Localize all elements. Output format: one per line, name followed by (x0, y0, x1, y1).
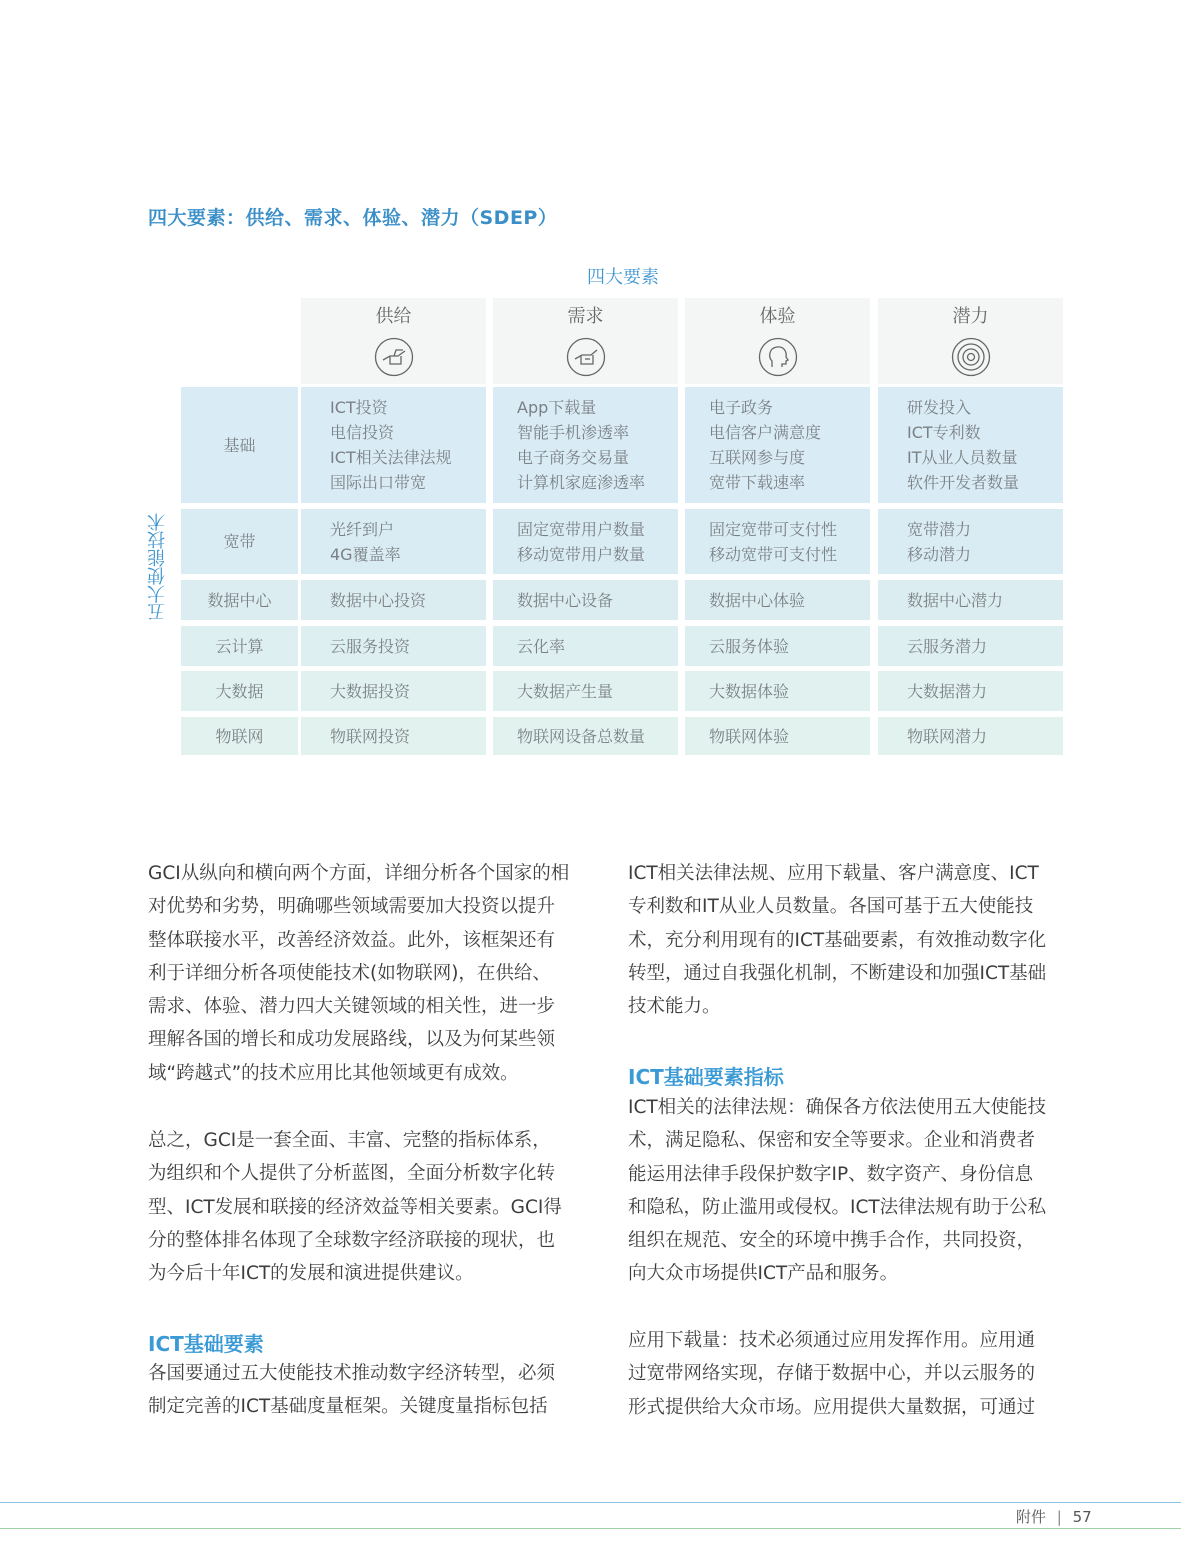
cell-line: App下载量 (517, 398, 597, 417)
row-label-big-data (181, 671, 298, 711)
table-cell (685, 717, 870, 755)
table-cell (685, 626, 870, 666)
table-cell (301, 626, 486, 666)
cell-line: 电信客户满意度 (709, 423, 822, 442)
cell-line: 数据中心体验 (709, 590, 806, 610)
text-line: 专利数和IT从业人员数量。各国可基于五大使能技 (628, 896, 1034, 918)
cell-line: ICT专利数 (907, 423, 981, 442)
supply-icon (374, 337, 414, 377)
text-line: 过宽带网络实现，存储于数据中心，并以云服务的 (628, 1363, 1036, 1385)
cell-line: 移动潜力 (907, 544, 972, 564)
text-line: 对优势和劣势，明确哪些领域需要加大投资以提升 (148, 896, 556, 918)
text-line: 术，充分利用现有的ICT基础要素，有效推动数字化 (628, 929, 1047, 951)
cell-line: 云服务体验 (709, 636, 790, 656)
cell-line: 智能手机渗透率 (517, 423, 630, 442)
row-label-text: 基础 (223, 435, 256, 455)
table-cell (878, 671, 1063, 711)
cell-line: 研发投入 (907, 398, 972, 417)
left-paragraph-2 (148, 1124, 583, 1290)
table-cell (878, 387, 1063, 503)
table-cell (685, 509, 870, 574)
text-line: GCI从纵向和横向两个方面，详细分析各个国家的相 (148, 863, 570, 884)
cell-line: 数据中心设备 (517, 590, 614, 610)
right-paragraph-2 (628, 1091, 1064, 1291)
text-line: 需求、体验、潜力四大关键领域的相关性，进一步 (148, 996, 556, 1018)
table-cell (301, 717, 486, 755)
cell-line: 大数据产生量 (517, 681, 614, 701)
row-label-iot (181, 717, 298, 755)
cell-line: 物联网设备总数量 (517, 726, 646, 746)
footer-rule-blue (0, 1502, 1181, 1503)
cell-line: 软件开发者数量 (907, 473, 1020, 492)
cell-line: 云化率 (517, 636, 566, 656)
cell-line: 物联网投资 (330, 726, 411, 746)
text-line: 各国要通过五大使能技术推动数字经济转型，必须 (148, 1363, 556, 1384)
table-cell (878, 509, 1063, 574)
text-line: 能运用法律手段保护数字IP、数字资产、身份信息 (628, 1163, 1034, 1185)
column-label: 需求 (567, 306, 604, 327)
text-line: 为今后十年ICT的发展和演进提供建议。 (148, 1263, 474, 1285)
text-line: 技术能力。 (628, 996, 721, 1018)
text-line: 应用下载量：技术必须通过应用发挥作用。应用通 (628, 1330, 1036, 1351)
table-cell (301, 509, 486, 574)
column-header-supply (301, 298, 486, 384)
cell-line: 物联网潜力 (907, 726, 988, 746)
text-line: 型、ICT发展和联接的经济效益等相关要素。GCI得 (148, 1196, 562, 1218)
cell-line: 固定宽带可支付性 (709, 519, 838, 539)
table-cell (301, 580, 486, 620)
footer-section: 附件 (1016, 1508, 1047, 1526)
table-cell (493, 509, 678, 574)
table-cell (493, 580, 678, 620)
row-label-broadband (181, 509, 298, 574)
cell-line: 数据中心潜力 (907, 590, 1004, 610)
cell-line: 固定宽带用户数量 (517, 519, 646, 539)
text-line: 为组织和个人提供了分析蓝图，全面分析数字化转 (148, 1163, 556, 1185)
table-cell (878, 626, 1063, 666)
cell-line: 4G覆盖率 (330, 544, 401, 564)
right-paragraph-3 (628, 1324, 1064, 1424)
text-line: 域“跨越式”的技术应用比其他领域更有成效。 (148, 1062, 519, 1084)
table-cell (301, 671, 486, 711)
text-line: ICT相关法律法规、应用下载量、客户满意度、ICT (628, 863, 1039, 884)
table-cell (493, 626, 678, 666)
cell-line: IT从业人员数量 (907, 448, 1018, 467)
text-line: 利于详细分析各项使能技术(如物联网)，在供给、 (148, 962, 551, 984)
cell-line: 物联网体验 (709, 726, 790, 746)
text-line: 制定完善的ICT基础度量框架。关键度量指标包括 (148, 1396, 548, 1418)
cell-line: 移动宽带用户数量 (517, 544, 646, 564)
table-cell (493, 717, 678, 755)
table-cell (685, 387, 870, 503)
cell-line: 云服务潜力 (907, 636, 988, 656)
column-header-potential (878, 298, 1063, 384)
footer-rule-green (0, 1528, 1181, 1529)
text-line: 总之，GCI是一套全面、丰富、完整的指标体系， (148, 1130, 551, 1151)
cell-line: 电信投资 (330, 423, 395, 442)
page-footer (1016, 1506, 1092, 1527)
cell-line: 大数据体验 (709, 681, 790, 701)
text-line: 转型，通过自我强化机制，不断建设和加强ICT基础 (628, 962, 1047, 984)
row-label-data-center (181, 580, 298, 620)
heading-ict-basics: ICT基础要素 (148, 1332, 264, 1356)
cell-line: 电子商务交易量 (517, 448, 630, 467)
left-paragraph-3 (148, 1357, 583, 1424)
table-cell (301, 387, 486, 503)
cell-line: 互联网参与度 (709, 448, 806, 467)
left-paragraph-1 (148, 857, 583, 1090)
potential-icon (951, 337, 991, 377)
demand-icon (566, 337, 606, 377)
cell-line: 大数据潜力 (907, 681, 988, 701)
heading-ict-basics-indicators: ICT基础要素指标 (628, 1065, 784, 1089)
row-label-text: 大数据 (215, 681, 264, 701)
column-header-demand (493, 298, 678, 384)
right-paragraph-1 (628, 857, 1064, 1023)
cell-line: ICT相关法律法规 (330, 448, 452, 467)
text-line: 分的整体排名体现了全球数字经济联接的现状，也 (148, 1229, 556, 1251)
footer-separator: | (1056, 1508, 1062, 1526)
table-cell (493, 671, 678, 711)
column-label: 供给 (375, 306, 412, 327)
cell-line: 光纤到户 (330, 519, 395, 539)
column-label: 体验 (759, 306, 796, 327)
text-line: 向大众市场提供ICT产品和服务。 (628, 1263, 899, 1285)
table-cell (685, 580, 870, 620)
text-line: 和隐私，防止滥用或侵权。ICT法律法规有助于公私 (628, 1196, 1047, 1218)
table-cell (685, 671, 870, 711)
cell-line: 国际出口带宽 (330, 473, 427, 492)
text-line: 术，满足隐私、保密和安全等要求。企业和消费者 (628, 1130, 1036, 1152)
column-header-experience (685, 298, 870, 384)
cell-line: 移动宽带可支付性 (709, 544, 838, 564)
cell-line: 数据中心投资 (330, 590, 427, 610)
text-line: 理解各国的增长和成功发展路线，以及为何某些领 (148, 1029, 556, 1051)
cell-line: 宽带下载速率 (709, 473, 806, 492)
cell-line: 宽带潜力 (907, 519, 972, 539)
row-label-cloud (181, 626, 298, 666)
text-line: 组织在规范、安全的环境中携手合作，共同投资， (628, 1230, 1036, 1252)
cell-line: 大数据投资 (330, 681, 411, 701)
row-label-text: 物联网 (215, 726, 264, 746)
table-cell (878, 580, 1063, 620)
row-label-basic (181, 387, 298, 503)
table-cell (493, 387, 678, 503)
column-label: 潜力 (952, 306, 989, 327)
row-label-text: 云计算 (215, 636, 264, 656)
cell-line: ICT投资 (330, 398, 388, 417)
experience-icon (758, 337, 798, 377)
row-label-text: 数据中心 (207, 590, 272, 610)
cell-line: 计算机家庭渗透率 (517, 473, 646, 492)
cell-line: 电子政务 (709, 398, 774, 417)
section-title: 四大要素：供给、需求、体验、潜力（SDEP） (148, 207, 558, 229)
page-number: 57 (1072, 1508, 1092, 1526)
side-label: 五大使能技术 (147, 513, 168, 621)
text-line: 形式提供给大众市场。应用提供大量数据，可通过 (628, 1396, 1036, 1418)
table-cell (878, 717, 1063, 755)
table-header: 四大要素 (587, 267, 659, 288)
text-line: 整体联接水平，改善经济效益。此外，该框架还有 (148, 929, 556, 951)
row-label-text: 宽带 (223, 532, 256, 551)
cell-line: 云服务投资 (330, 636, 411, 656)
text-line: ICT相关的法律法规：确保各方依法使用五大使能技 (628, 1097, 1047, 1118)
